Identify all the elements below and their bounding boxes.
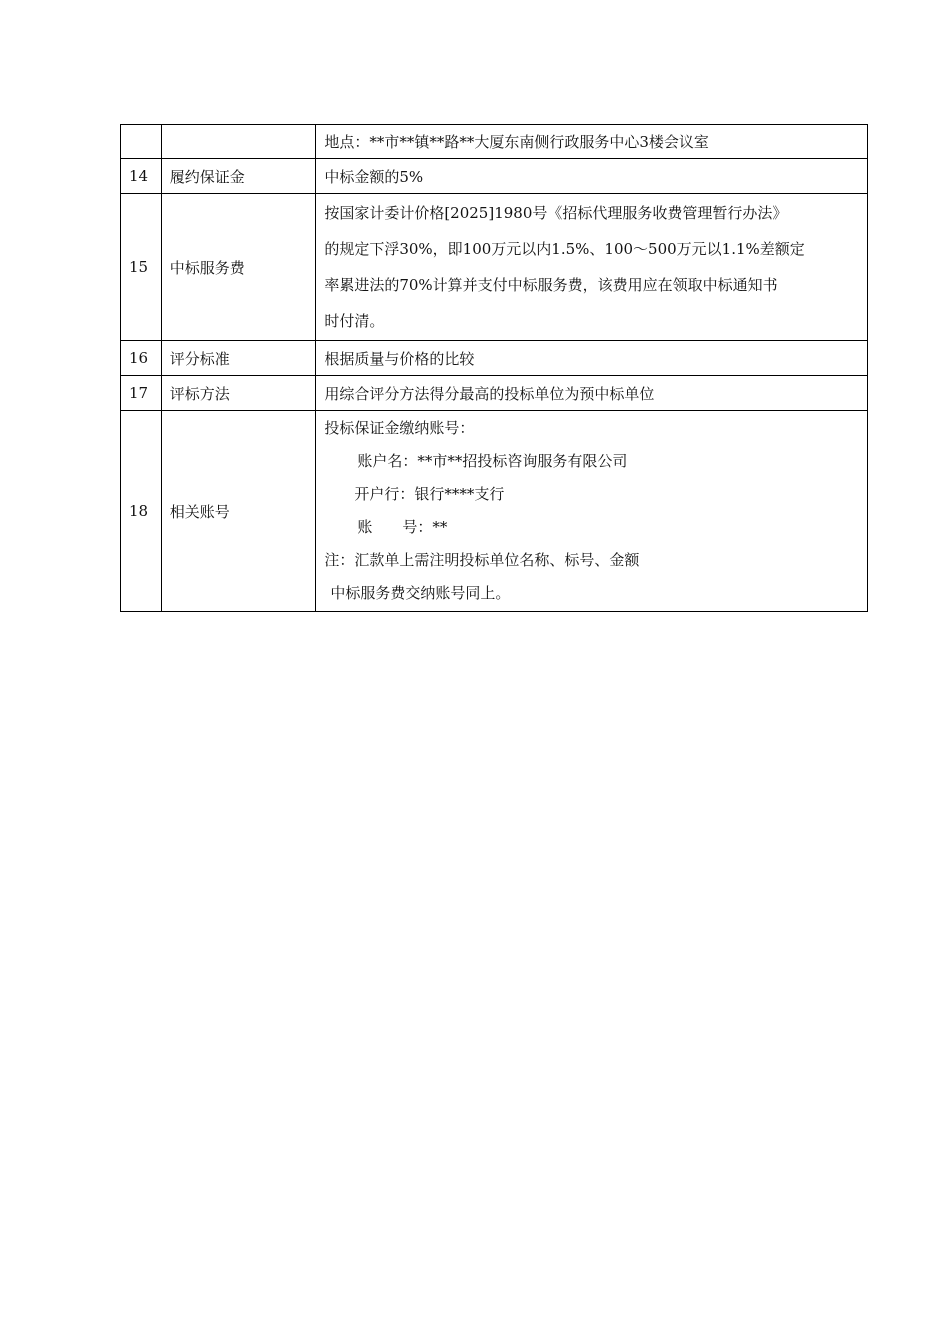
table-row — [121, 125, 868, 159]
table-row — [121, 159, 868, 194]
account-number: 账 号：** — [357, 518, 448, 536]
scoring-standard-text: 根据质量与价格的比较 — [324, 349, 475, 368]
evaluation-method-text: 用综合评分方法得分最高的投标单位为预中标单位 — [324, 384, 655, 403]
account-heading: 投标保证金缴纳账号： — [324, 419, 475, 437]
service-fee-line: 时付清。 — [324, 312, 385, 330]
table-row — [121, 194, 868, 341]
table-row — [121, 411, 868, 612]
table-row — [121, 341, 868, 376]
row-content — [316, 411, 868, 612]
account-bank: 开户行：银行****支行 — [354, 485, 505, 503]
account-name: 账户名：**市**招投标咨询服务有限公司 — [357, 452, 628, 470]
row-number: 18 — [121, 411, 162, 612]
performance-bond-text: 中标金额的5% — [324, 167, 424, 186]
row-item — [161, 125, 316, 159]
meeting-location-text: 地点：**市**镇**路**大厦东南侧行政服务中心3楼会议室 — [324, 133, 709, 151]
row-number: 16 — [121, 341, 162, 376]
row-item: 中标服务费 — [161, 194, 316, 341]
bid-info-table — [120, 124, 868, 612]
row-item: 履约保证金 — [161, 159, 316, 194]
row-content — [316, 341, 868, 376]
service-fee-line: 按国家计委计价格[2025]1980号《招标代理服务收费管理暂行办法》 — [324, 204, 788, 222]
row-item: 相关账号 — [161, 411, 316, 612]
row-number: 15 — [121, 194, 162, 341]
row-item: 评分标准 — [161, 341, 316, 376]
row-number: 14 — [121, 159, 162, 194]
row-item: 评标方法 — [161, 376, 316, 411]
account-note-fee: 中标服务费交纳账号同上。 — [330, 584, 511, 602]
row-content — [316, 125, 868, 159]
row-content — [316, 194, 868, 341]
service-fee-line: 的规定下浮30%，即100万元以内1.5%、100～500万元以1.1%差额定 — [324, 240, 805, 258]
row-content — [316, 376, 868, 411]
table-row — [121, 376, 868, 411]
row-content — [316, 159, 868, 194]
service-fee-line: 率累进法的70%计算并支付中标服务费，该费用应在领取中标通知书 — [324, 276, 778, 294]
row-number — [121, 125, 162, 159]
account-note: 注：汇款单上需注明投标单位名称、标号、金额 — [324, 551, 640, 569]
row-number: 17 — [121, 376, 162, 411]
